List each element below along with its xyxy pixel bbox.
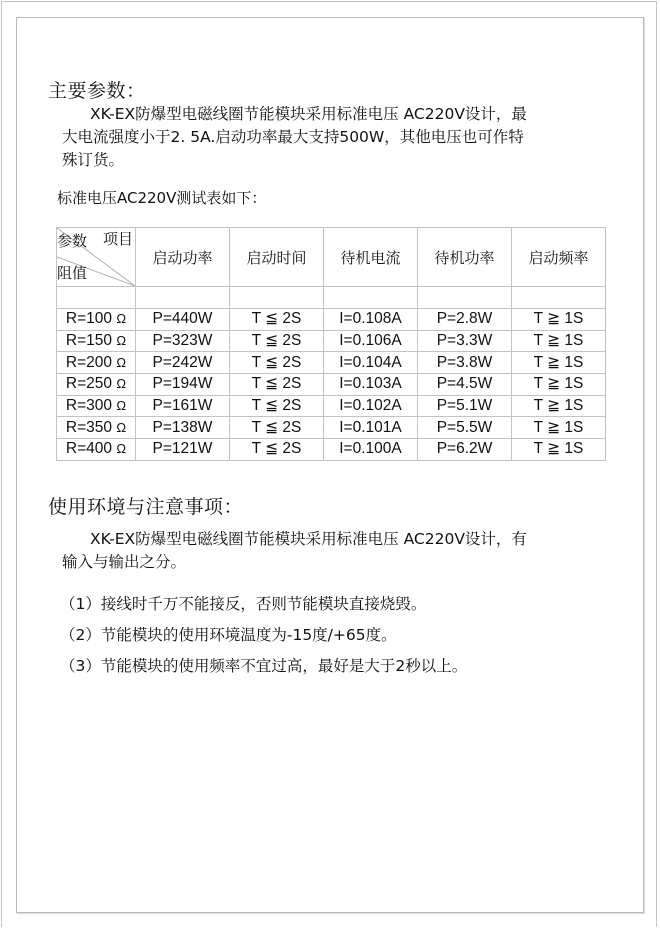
header-start-power: 启动功率 (136, 228, 230, 287)
resistance-cell (57, 417, 136, 439)
start-frequency-cell: T ≧ 1S (512, 330, 606, 352)
resistance-value: R=300 (65, 397, 113, 415)
resistance-value: R=200 (65, 353, 113, 371)
start-frequency-cell: T ≧ 1S (512, 417, 606, 439)
standby-power-cell: P=5.1W (418, 395, 512, 417)
resistance-cell (57, 352, 136, 374)
header-standby-power: 待机功率 (418, 228, 512, 287)
start-time-cell: T ≦ 2S (230, 352, 324, 374)
standby-power-cell: P=2.8W (418, 309, 512, 331)
standby-power-cell: P=3.3W (418, 330, 512, 352)
note-item-1: （1）接线时千万不能接反，否则节能模块直接烧毁。 (60, 595, 427, 613)
table-caption: 标准电压AC220V测试表如下： (57, 189, 267, 207)
header-standby-current: 待机电流 (324, 228, 418, 287)
header-start-time: 启动时间 (230, 228, 324, 287)
resistance-cell (57, 439, 136, 461)
usage-paragraph (62, 528, 602, 574)
table-row (57, 309, 606, 331)
start-time-cell: T ≦ 2S (230, 395, 324, 417)
start-power-cell: P=121W (136, 439, 230, 461)
usage-line-2: 输入与输出之分。 (62, 553, 187, 571)
table-row (57, 374, 606, 396)
start-time-cell: T ≦ 2S (230, 309, 324, 331)
standby-current-cell: I=0.101A (324, 417, 418, 439)
ohm-unit: Ω (116, 333, 127, 349)
empty-cell (57, 287, 136, 309)
resistance-value: R=250 (65, 375, 113, 393)
ohm-unit: Ω (116, 354, 127, 370)
intro-line-1: XK-EX防爆型电磁线圈节能模块采用标准电压 AC220V设计，最 (90, 105, 527, 123)
start-frequency-cell: T ≧ 1S (512, 352, 606, 374)
table-row (57, 439, 606, 461)
header-start-frequency: 启动频率 (512, 228, 606, 287)
standby-current-cell: I=0.103A (324, 374, 418, 396)
standby-current-cell: I=0.108A (324, 309, 418, 331)
table-row (57, 395, 606, 417)
table-empty-row (57, 287, 606, 309)
standby-power-cell: P=4.5W (418, 374, 512, 396)
standby-current-cell: I=0.100A (324, 439, 418, 461)
resistance-value: R=350 (65, 418, 113, 436)
table-row (57, 417, 606, 439)
ohm-unit: Ω (116, 311, 127, 327)
standby-power-cell: P=6.2W (418, 439, 512, 461)
resistance-value: R=400 (65, 440, 113, 458)
empty-cell (512, 287, 606, 309)
empty-cell (230, 287, 324, 309)
ohm-unit: Ω (116, 398, 127, 414)
resistance-cell (57, 330, 136, 352)
empty-cell (324, 287, 418, 309)
resistance-cell (57, 395, 136, 417)
standby-current-cell: I=0.104A (324, 352, 418, 374)
table-row (57, 352, 606, 374)
intro-line-2: 大电流强度小于2. 5A.启动功率最大支持500W，其他电压也可作特 (62, 128, 524, 146)
start-power-cell: P=161W (136, 395, 230, 417)
empty-cell (136, 287, 230, 309)
table-row (57, 330, 606, 352)
ohm-unit: Ω (116, 419, 127, 435)
usage-line-1: XK-EX防爆型电磁线圈节能模块采用标准电压 AC220V设计，有 (90, 530, 527, 548)
start-power-cell: P=138W (136, 417, 230, 439)
test-table (56, 227, 606, 461)
ohm-unit: Ω (116, 441, 127, 457)
note-item-2: （2）节能模块的使用环境温度为-15度/+65度。 (60, 626, 397, 644)
standby-power-cell: P=5.5W (418, 417, 512, 439)
start-time-cell: T ≦ 2S (230, 374, 324, 396)
section-title-main-parameters: 主要参数： (48, 80, 146, 102)
corner-label-resistance: 阻值 (57, 264, 88, 282)
corner-label-items: 项目 (102, 230, 133, 248)
resistance-value: R=150 (65, 332, 113, 350)
start-time-cell: T ≦ 2S (230, 439, 324, 461)
start-time-cell: T ≦ 2S (230, 417, 324, 439)
diagonal-header-cell (57, 228, 136, 287)
table-header-row (57, 228, 606, 287)
standby-current-cell: I=0.106A (324, 330, 418, 352)
start-frequency-cell: T ≧ 1S (512, 395, 606, 417)
start-power-cell: P=194W (136, 374, 230, 396)
intro-paragraph (62, 103, 602, 172)
start-frequency-cell: T ≧ 1S (512, 309, 606, 331)
standby-current-cell: I=0.102A (324, 395, 418, 417)
start-power-cell: P=323W (136, 330, 230, 352)
intro-line-3: 殊订货。 (62, 151, 125, 169)
note-item-3: （3）节能模块的使用频率不宜过高，最好是大于2秒以上。 (60, 657, 468, 675)
start-frequency-cell: T ≧ 1S (512, 439, 606, 461)
standby-power-cell: P=3.8W (418, 352, 512, 374)
ohm-unit: Ω (116, 376, 127, 392)
resistance-value: R=100 (65, 310, 113, 328)
start-power-cell: P=242W (136, 352, 230, 374)
resistance-cell (57, 374, 136, 396)
corner-label-params: 参数 (57, 232, 88, 250)
resistance-cell (57, 309, 136, 331)
section-title-usage-notes: 使用环境与注意事项： (48, 496, 244, 518)
start-power-cell: P=440W (136, 309, 230, 331)
start-frequency-cell: T ≧ 1S (512, 374, 606, 396)
empty-cell (418, 287, 512, 309)
start-time-cell: T ≦ 2S (230, 330, 324, 352)
